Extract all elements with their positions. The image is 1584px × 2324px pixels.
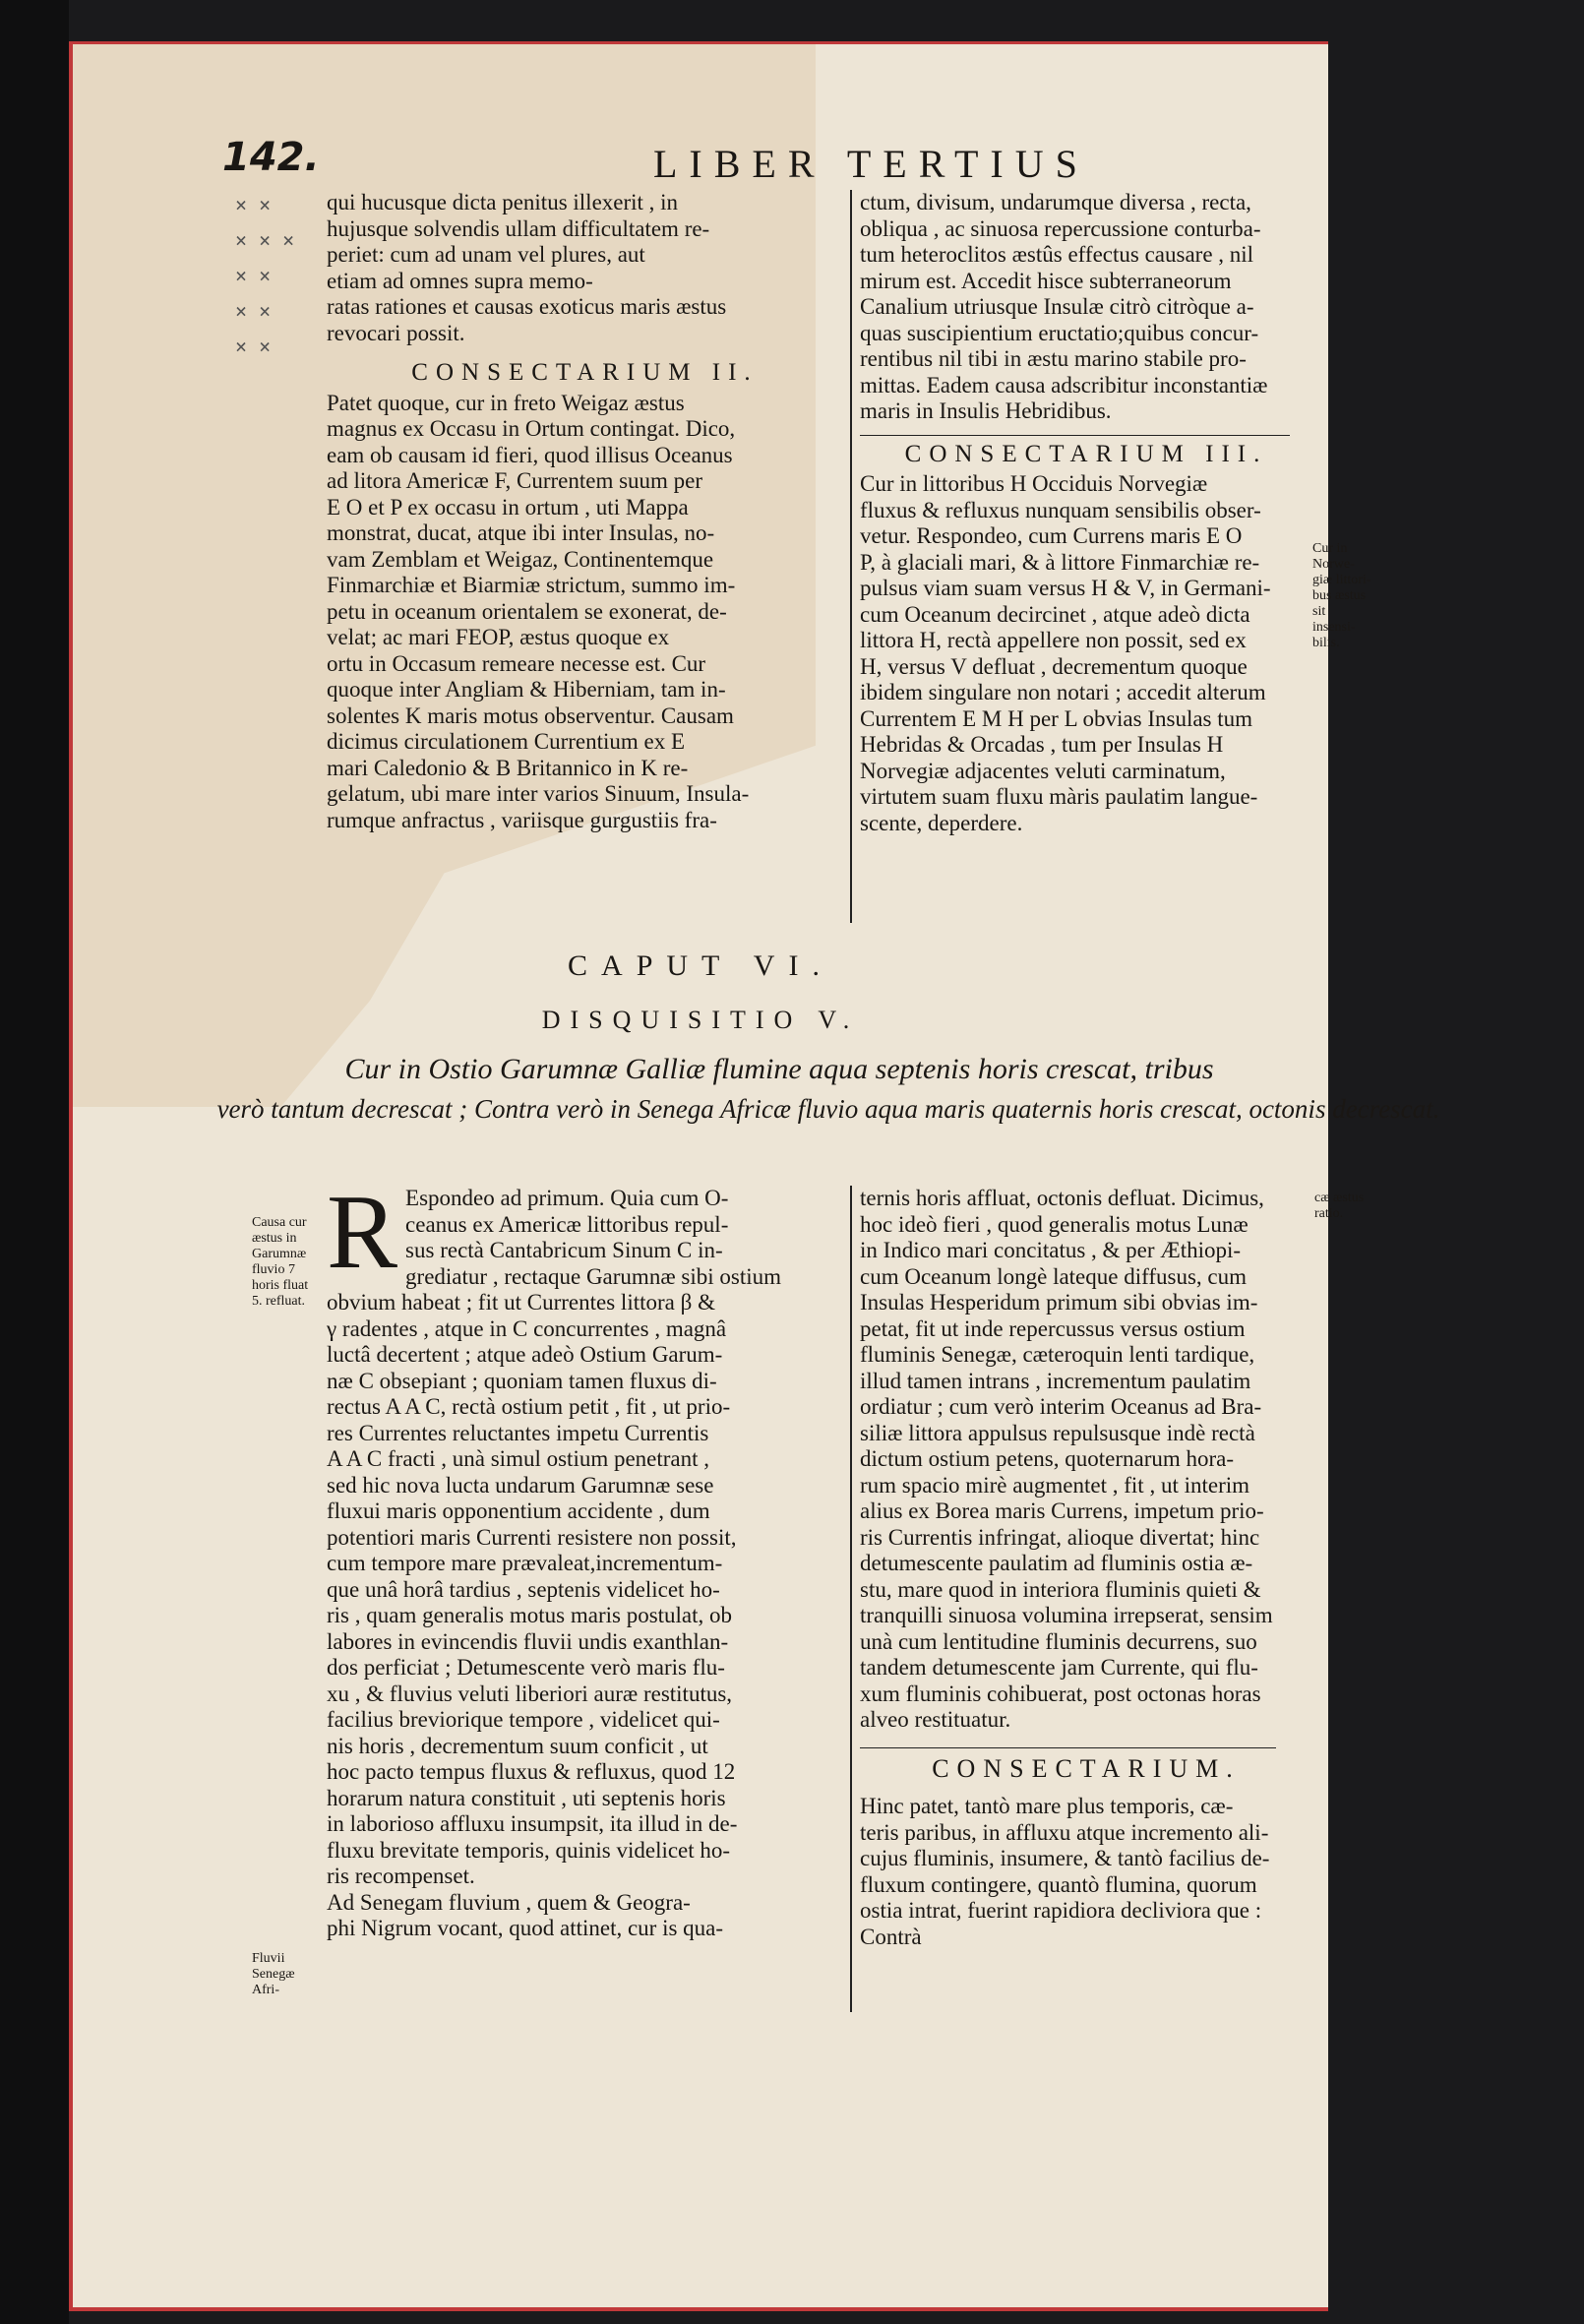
text-line: ris Currentis infringat, alioque divertat; hinc [860, 1524, 1260, 1550]
left-bottom-column [327, 1174, 838, 1942]
text-line: siliæ littora appulsus repulsusque indè rectà [860, 1420, 1255, 1445]
text-line: fluxus & refluxus nunquam sensibilis obser- [860, 497, 1261, 522]
consectarium-ii-heading: CONSECTARIUM II. [411, 359, 759, 386]
text-line: tandem detumescente jam Currente, qui flu- [860, 1655, 1258, 1680]
text-line: rumque anfractus , variisque gurgustiis fra- [327, 807, 717, 832]
text-line: fluminis Senegæ, cæteroquin lenti tardique, [860, 1342, 1255, 1367]
text-line: potentiori maris Currenti resistere non possit, [327, 1524, 737, 1550]
right-top-column [860, 190, 1312, 836]
text-line: ostia intrat, fuerint rapidiora decliviora que : [860, 1898, 1262, 1923]
text-line: labores in evincendis fluvii undis exanthlan- [327, 1628, 729, 1654]
text-line: H, versus V defluat , decrementum quoque [860, 653, 1248, 679]
text-line: tum heteroclitos æstûs effectus causare , nil [860, 242, 1254, 267]
text-line: facilius breviorique tempore , videlicet qui- [327, 1707, 720, 1732]
text-line: ris , quam generalis motus maris postulat, ob [327, 1603, 733, 1627]
text-line: ceanus ex Americæ littoribus repul- [405, 1211, 729, 1237]
text-line: periet: cum ad unam vel plures, aut [327, 242, 645, 267]
text-line: cum tempore mare prævaleat,incrementum- [327, 1551, 723, 1575]
text-line: fluxu brevitate temporis, quinis videlicet ho- [327, 1837, 731, 1863]
text-line: obvium habeat ; fit ut Currentes littora β & [327, 1290, 715, 1315]
consectarium-body [860, 1794, 1312, 1950]
text-line: unà cum lentitudine fluminis decurrens, suo [860, 1628, 1257, 1654]
text-line: qui hucusque dicta penitus illexerit , in [327, 190, 679, 214]
text-line: Espondeo ad primum. Quia cum O- [405, 1186, 729, 1210]
running-head: LIBER TERTIUS [653, 142, 1089, 186]
section-rule-2 [860, 1747, 1276, 1748]
text-line: Finmarchiæ et Biarmiæ strictum, summo im- [327, 573, 736, 597]
text-line: gelatum, ubi mare inter varios Sinuum, Insula- [327, 781, 750, 806]
drop-cap: R [327, 1174, 398, 1291]
left-top-body [327, 391, 843, 834]
consectarium-heading: CONSECTARIUM. [932, 1753, 1241, 1783]
text-line: vetur. Respondeo, cum Currens maris E O [860, 523, 1243, 548]
text-line: Norvegiæ adjacentes veluti carminatum, [860, 758, 1226, 783]
text-line: γ radentes , atque in C concurrentes , magnâ [327, 1315, 727, 1341]
text-line: monstrat, ducat, atque ibi inter Insulas, no- [327, 520, 715, 545]
text-line: nis horis , decrementum suum conficit , ut [327, 1733, 708, 1758]
text-line: sus rectà Cantabricum Sinum C in- [405, 1238, 723, 1262]
text-line: næ C obsepiant ; quoniam tamen fluxus di- [327, 1368, 717, 1393]
page-number: 142. [222, 135, 320, 180]
chapter-title-line1: Cur in Ostio Garumnæ Galliæ flumine aqua septenis horis crescat, tribus [344, 1053, 1214, 1085]
disquisitio-heading: DISQUISITIO V. [541, 1006, 860, 1034]
text-line: tranquilli sinuosa volumina irrepserat, sensim [860, 1603, 1273, 1627]
text-line: teris paribus, in affluxu atque incremento ali- [860, 1819, 1269, 1845]
text-line: ris recompenset. [327, 1864, 475, 1888]
left-top-intro [327, 190, 843, 346]
text-line: dictum ostium petens, quoternarum hora- [860, 1446, 1235, 1471]
column-divider-bottom [850, 1186, 852, 2012]
text-line: dos perficiat ; Detumescente verò maris flu- [327, 1655, 725, 1680]
text-line: alius ex Borea maris Currens, impetum prio- [860, 1498, 1264, 1523]
text-line: petu in oceanum orientalem se exonerat, de- [327, 598, 727, 624]
text-line: A A C fracti , unà simul ostium penetrant , [327, 1446, 710, 1471]
text-line: vam Zemblam et Weigaz, Continentemque [327, 546, 714, 572]
left-bottom-body [327, 1174, 838, 1942]
text-line: virtutem suam fluxu màris paulatim langue- [860, 784, 1258, 809]
text-line: que unâ horâ tardius , septenis videlicet ho- [327, 1576, 720, 1602]
text-line: fluxum contingere, quantò flumina, quorum [860, 1871, 1257, 1897]
text-line: Hebridas & Orcadas , tum per Insulas H [860, 732, 1224, 757]
text-line: E O et P ex occasu in ortum , uti Mappa [327, 494, 689, 520]
text-line: Patet quoque, cur in freto Weigaz æstus [327, 390, 685, 415]
margin-note-senega-ratio: cæ æstus ratio. [1314, 1191, 1365, 1221]
text-line: sed hic nova lucta undarum Garumnæ sese [327, 1472, 714, 1498]
column-divider-top [850, 190, 852, 923]
text-line: ternis horis affluat, octonis defluat. Dicimus, [860, 1186, 1264, 1210]
text-line: alveo restituatur. [860, 1707, 1011, 1732]
text-line: Contrà [860, 1924, 922, 1949]
text-line: cum Oceanum longè lateque diffusus, cum [860, 1263, 1248, 1289]
text-line: xu , & fluvius veluti liberiori auræ restitutus, [327, 1681, 733, 1706]
text-line: fluxui maris opponentium accidente , dum [327, 1498, 710, 1523]
text-line: P, à glaciali mari, & à littore Finmarchiæ re- [860, 549, 1260, 575]
text-line: cujus fluminis, insumere, & tantò facilius de- [860, 1846, 1270, 1870]
text-line: velat; ac mari FEOP, æstus quoque ex [327, 625, 670, 649]
text-line: rentibus nil tibi in æstu marino stabile pro- [860, 346, 1247, 371]
text-line: rectus A A C, rectà ostium petit , fit , ut prio- [327, 1394, 731, 1419]
text-line: mari Caledonio & B Britannico in K re- [327, 755, 689, 780]
text-line: hujusque solvendis ullam difficultatem re- [327, 215, 710, 241]
text-line: ratas rationes et causas exoticus maris æstus [327, 294, 727, 319]
chapter-heading: CAPUT VI. [568, 949, 833, 982]
text-line: eam ob causam id fieri, quod illisus Oceanus [327, 442, 733, 467]
text-line: quas suscipientium eructatio;quibus concur- [860, 320, 1259, 345]
margin-strike-marks: × × × × × × × × × × × [235, 193, 295, 358]
book-page [69, 41, 1440, 2311]
text-line: Cur in littoribus H Occiduis Norvegiæ [860, 471, 1208, 496]
text-line: Ad Senegam fluvium , quem & Geogra- [327, 1889, 691, 1915]
text-line: detumescente paulatim ad fluminis ostia æ- [860, 1551, 1253, 1575]
margin-note-senega: Fluvii Senegæ Afri- [252, 1951, 295, 1997]
right-bottom-body [860, 1186, 1312, 1734]
section-rule [860, 435, 1290, 436]
text-line: luctâ decertent ; atque adeò Ostium Garum- [327, 1342, 723, 1367]
text-line: petat, fit ut inde repercussus versus ostium [860, 1315, 1246, 1341]
text-line: Insulas Hesperidum primum sibi obvias im- [860, 1290, 1258, 1315]
text-line: ibidem singulare non notari ; accedit alterum [860, 680, 1266, 704]
text-line: quoque inter Angliam & Hiberniam, tam in- [327, 677, 726, 702]
text-line: grediatur , rectaque Garumnæ sibi ostium [405, 1263, 782, 1289]
text-line: solentes K maris motus observentur. Causam [327, 703, 734, 728]
text-line: in laborioso affluxu insumpsit, ita illud in de- [327, 1811, 738, 1836]
text-line: ortu in Occasum remeare necesse est. Cur [327, 650, 706, 676]
text-line: Canalium utriusque Insulæ citrò citròque a- [860, 294, 1254, 319]
text-line: ordiatur ; cum verò interim Oceanus ad Bra- [860, 1394, 1262, 1419]
text-line: maris in Insulis Hebridibus. [860, 398, 1112, 423]
text-line: illud tamen intrans , incrementum paulatim [860, 1368, 1251, 1393]
margin-note-garumna: Causa cur æstus in Garumnæ fluvio 7 horis fluat 5. refluat. [252, 1215, 309, 1309]
text-line: Hinc patet, tantò mare plus temporis, cæ- [860, 1794, 1234, 1818]
text-line: in Indico mari concitatus , & per Æthiopi- [860, 1238, 1242, 1262]
text-line: revocari possit. [327, 320, 465, 345]
right-bottom-column [860, 1186, 1312, 1950]
text-line: cum Oceanum decircinet , atque adeò dicta [860, 601, 1250, 627]
chapter-title-line2: verò tantum decrescat ; Contra verò in Senega Africæ fluvio aqua maris quaternis horis crescat, octonis decrescat. [216, 1094, 1440, 1124]
margin-note-norvegia: Cur in Norwe-giæ littori-bus æstus sit insensi-bilis. [1312, 541, 1371, 650]
text-line: obliqua , ac sinuosa repercussione conturba- [860, 215, 1261, 241]
text-line: mirum est. Accedit hisce subterraneorum [860, 268, 1232, 293]
text-line: ctum, divisum, undarumque diversa , recta, [860, 190, 1251, 214]
text-line: Currentem E M H per L obvias Insulas tum [860, 705, 1253, 731]
text-line: ad litora Americæ F, Currentem suum per [327, 468, 703, 493]
text-line: rum spacio mirè augmentet , fit , ut interim [860, 1472, 1250, 1498]
text-line: dicimus circulationem Currentium ex E [327, 729, 686, 754]
right-top-body1 [860, 190, 1312, 425]
text-line: phi Nigrum vocant, quod attinet, cur is qua- [327, 1916, 724, 1940]
text-line: hoc ideò fieri , quod generalis motus Lunæ [860, 1211, 1249, 1237]
right-top-body2 [860, 471, 1312, 836]
book-binding-edge [0, 0, 69, 2324]
text-line: pulsus viam suam versus H & V, in Germani- [860, 576, 1271, 600]
text-line: xum fluminis cohibuerat, post octonas horas [860, 1681, 1261, 1706]
left-top-column [327, 190, 843, 833]
text-line: mittas. Eadem causa adscribitur inconstantiæ [860, 372, 1268, 398]
text-line: littora H, rectà appellere non possit, sed ex [860, 628, 1247, 652]
text-line: etiam ad omnes supra memo- [327, 268, 593, 293]
text-line: res Currentes reluctantes impetu Currentis [327, 1420, 709, 1445]
text-line: magnus ex Occasu in Ortum contingat. Dico, [327, 416, 736, 441]
text-line: hoc pacto tempus fluxus & refluxus, quod 12 [327, 1759, 736, 1784]
text-line: horarum natura constituit , uti septenis horis [327, 1785, 726, 1810]
text-line: scente, deperdere. [860, 810, 1023, 835]
text-line: stu, mare quod in interiora fluminis quieti & [860, 1576, 1261, 1602]
consectarium-iii-heading: CONSECTARIUM III. [904, 440, 1268, 467]
